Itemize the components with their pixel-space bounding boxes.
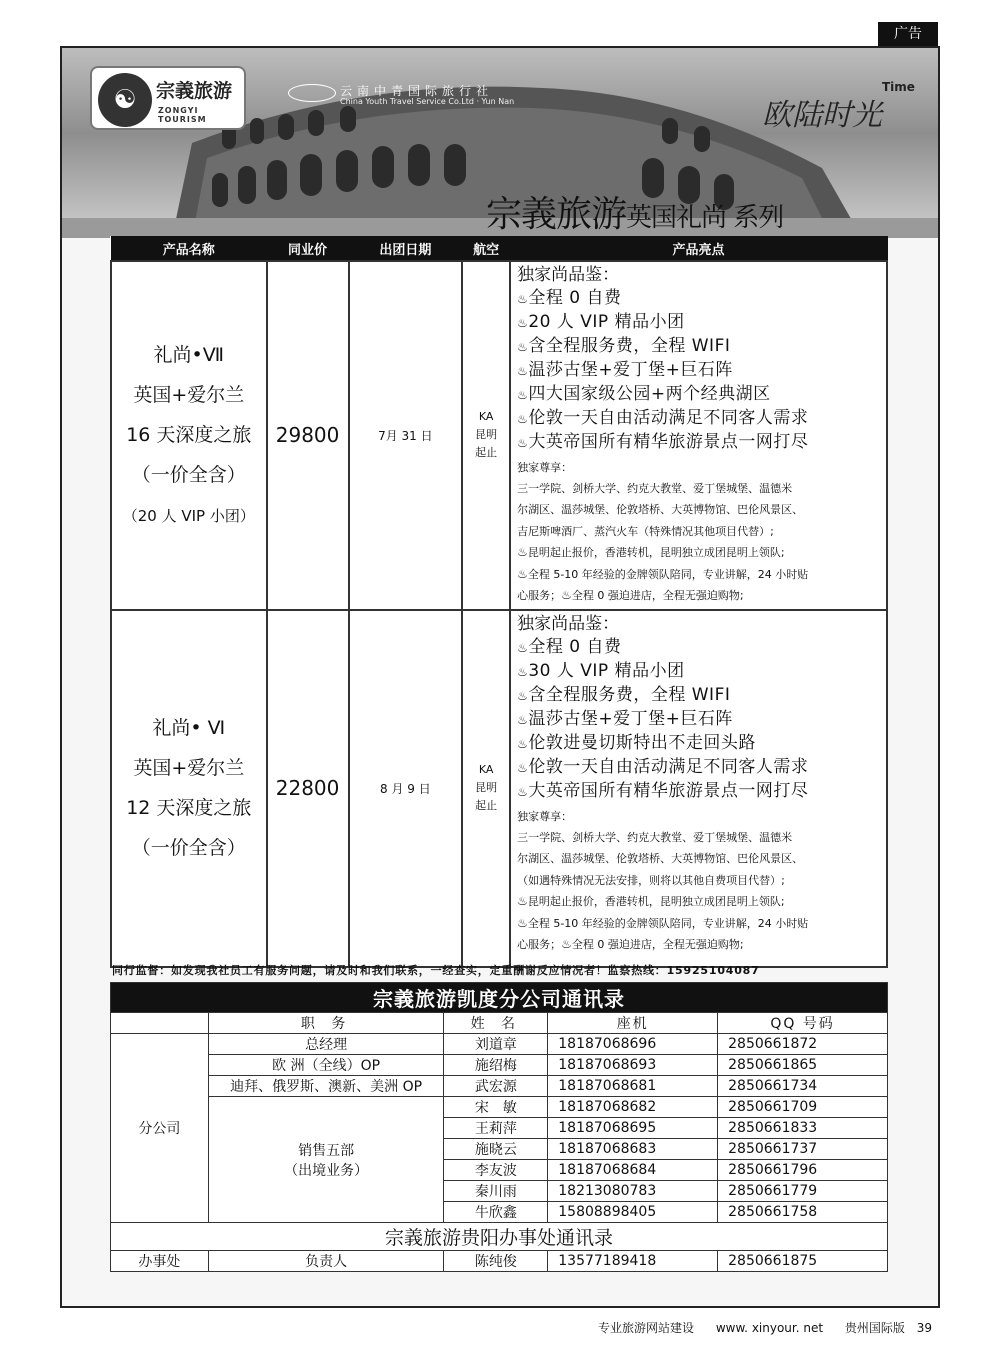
series-title — [486, 186, 783, 237]
highlight-item: ♨伦敦进曼切斯特出不走回头路 — [517, 732, 756, 753]
qq-cell: 2850661865 — [718, 1055, 888, 1076]
directory-header — [111, 1013, 888, 1034]
product-date: 7月 31 日 — [349, 261, 463, 610]
name-cell: 秦川雨 — [444, 1181, 548, 1202]
directory-title: 宗義旅游凯度分公司通讯录 — [111, 983, 888, 1013]
logo-name: 宗義旅游 — [156, 80, 233, 102]
highlight-item: ♨温莎古堡+爱丁堡+巨石阵 — [517, 708, 733, 729]
phone-cell: 18187068693 — [548, 1055, 718, 1076]
product-row — [111, 610, 887, 967]
product-table — [110, 236, 888, 968]
name-cell: 武宏源 — [444, 1076, 548, 1097]
exclusive-line: （如遇特殊情况无法安排，则将以其他自费项目代替）; — [517, 873, 785, 887]
qq-cell: 2850661872 — [718, 1034, 888, 1055]
ad-label: 广告 — [878, 22, 938, 46]
table-row — [111, 1076, 888, 1097]
highlight-head: 独家尚品鉴： — [517, 613, 620, 634]
exclusive-line: 三一学院、剑桥大学、约克大教堂、爱丁堡城堡、温德米 — [517, 830, 793, 844]
logo-en: ZONGYI TOURISM — [158, 106, 207, 124]
name-note: （20 人 VIP 小团） — [122, 506, 255, 525]
sales-dept — [208, 1097, 444, 1223]
product-price: 29800 — [267, 261, 349, 610]
note-line: ♨全程 5-10 年经验的金牌领队陪同，专业讲解，24 小时贴 — [517, 915, 809, 930]
office-title: 宗義旅游贵阳办事处通讯录 — [111, 1223, 888, 1251]
note-line: 心服务；♨全程 0 强迫进店，全程无强迫购物; — [517, 937, 744, 951]
name-cell: 施绍梅 — [444, 1055, 548, 1076]
name-cell: 李友波 — [444, 1160, 548, 1181]
exclusive-line: 尔湖区、温莎城堡、伦敦塔桥、大英博物馆、巴伦风景区、 — [517, 503, 804, 516]
table-header — [111, 237, 887, 261]
company-logo — [90, 66, 246, 130]
col-header: 航空 — [462, 237, 510, 261]
name-line: （一价全含） — [131, 837, 246, 859]
table-row — [111, 1034, 888, 1055]
phone-cell: 13577189418 — [548, 1251, 718, 1272]
highlight-head: 独家尚品鉴： — [517, 264, 620, 285]
qq-cell: 2850661737 — [718, 1139, 888, 1160]
phone-cell: 18187068695 — [548, 1118, 718, 1139]
page-number: 39 — [916, 1321, 933, 1335]
note-line: ♨全程 5-10 年经验的金牌领队陪同，专业讲解，24 小时贴 — [517, 566, 809, 581]
exclusive-head: 独家尊享： — [517, 809, 573, 823]
exclusive-line: 吉尼斯啤酒厂、蒸汽火车（特殊情况其他项目代替）; — [517, 524, 774, 538]
series-brand: 宗義旅游 — [486, 194, 627, 235]
name-cell: 刘道章 — [444, 1034, 548, 1055]
product-airline — [462, 610, 510, 967]
col-header: 出团日期 — [349, 237, 463, 261]
cup-icon: ♨ — [517, 712, 529, 727]
product-name — [111, 261, 267, 610]
cup-icon: ♨ — [517, 387, 529, 402]
col-header: 同业价 — [267, 237, 349, 261]
product-date: 8 月 9 日 — [349, 610, 463, 967]
col-header: 座机 — [548, 1013, 718, 1034]
phone-cell: 18187068684 — [548, 1160, 718, 1181]
cup-icon: ♨ — [561, 937, 572, 951]
name-line: 礼尚•Ⅶ — [153, 343, 225, 366]
cup-icon: ♨ — [517, 566, 528, 581]
exclusive-head: 独家尊享： — [517, 460, 573, 474]
cup-icon: ♨ — [517, 545, 528, 559]
phone-cell: 15808898405 — [548, 1202, 718, 1223]
series-rest: 英国礼尚 系列 — [626, 203, 784, 233]
footprint-icon: ☯ — [98, 73, 152, 127]
name-line: （一价全含） — [131, 463, 246, 486]
cup-icon: ♨ — [517, 363, 529, 378]
note-line: ♨昆明起止报价，香港转机，昆明独立成团昆明上领队; — [517, 894, 785, 908]
phone-cell: 18187068683 — [548, 1139, 718, 1160]
product-name — [111, 610, 267, 967]
col-header: 姓 名 — [444, 1013, 548, 1034]
highlight-item: ♨伦敦一天自由活动满足不同客人需求 — [517, 756, 809, 777]
exclusive-line: 尔湖区、温莎城堡、伦敦塔桥、大英博物馆、巴伦风景区、 — [517, 852, 804, 865]
note-line: 心服务；♨全程 0 强迫进店，全程无强迫购物; — [517, 588, 744, 602]
name-line: 礼尚• Ⅵ — [152, 717, 226, 739]
cup-icon: ♨ — [517, 736, 529, 751]
product-price: 22800 — [267, 610, 349, 967]
phone-cell: 18187068696 — [548, 1034, 718, 1055]
highlight-item: ♨四大国家级公园+两个经典湖区 — [517, 383, 771, 404]
exclusive-line: 三一学院、剑桥大学、约克大教堂、爱丁堡城堡、温德米 — [517, 481, 793, 495]
brand-time: Time — [882, 80, 915, 94]
highlight-item: ♨温莎古堡+爱丁堡+巨石阵 — [517, 359, 733, 380]
name-cell: 施晓云 — [444, 1139, 548, 1160]
qq-cell: 2850661779 — [718, 1181, 888, 1202]
cup-icon: ♨ — [517, 640, 529, 655]
product-highlights — [510, 610, 887, 967]
product-row — [111, 261, 887, 610]
qq-cell: 2850661709 — [718, 1097, 888, 1118]
note-line: ♨昆明起止报价，香港转机，昆明独立成团昆明上领队; — [517, 545, 785, 559]
cup-icon: ♨ — [517, 315, 529, 330]
role-cell: 负责人 — [208, 1251, 444, 1272]
air-line: 昆明 — [475, 428, 498, 441]
col-header: QQ 号码 — [718, 1013, 888, 1034]
sales-dept-line: 销售五部 — [298, 1142, 355, 1159]
partner-en: China Youth Travel Service Co.Ltd · Yun Nan — [340, 97, 515, 106]
name-cell: 宋 敏 — [444, 1097, 548, 1118]
role-cell: 总经理 — [208, 1034, 444, 1055]
highlight-item: ♨20 人 VIP 精品小团 — [517, 311, 685, 332]
name-cell: 王莉萍 — [444, 1118, 548, 1139]
group-label: 分公司 — [111, 1034, 209, 1223]
highlight-item: ♨含全程服务费，全程 WIFI — [517, 684, 731, 705]
name-line: 英国+爱尔兰 — [133, 383, 245, 406]
page-footer — [598, 1319, 950, 1336]
phone-cell: 18213080783 — [548, 1181, 718, 1202]
cup-icon: ♨ — [561, 588, 572, 602]
footer-edition: 贵州国际版 — [844, 1321, 905, 1335]
cyts-logo-icon — [288, 84, 336, 102]
phone-cell: 18187068681 — [548, 1076, 718, 1097]
highlight-item: ♨30 人 VIP 精品小团 — [517, 660, 685, 681]
role-cell: 欧 洲（全线）OP — [208, 1055, 444, 1076]
sales-dept-line: （出境业务） — [284, 1162, 369, 1179]
name-line: 16 天深度之旅 — [126, 423, 252, 446]
cup-icon: ♨ — [517, 894, 528, 908]
cup-icon: ♨ — [517, 411, 529, 426]
cup-icon: ♨ — [517, 688, 529, 703]
highlight-item: ♨含全程服务费，全程 WIFI — [517, 335, 731, 356]
highlight-item: ♨全程 0 自费 — [517, 636, 622, 657]
product-airline — [462, 261, 510, 610]
col-header: 产品名称 — [111, 237, 267, 261]
air-line: 起止 — [475, 446, 498, 459]
cup-icon: ♨ — [517, 339, 529, 354]
qq-cell: 2850661734 — [718, 1076, 888, 1097]
role-cell: 迪拜、俄罗斯、澳新、美洲 OP — [208, 1076, 444, 1097]
cup-icon: ♨ — [517, 435, 529, 450]
phone-cell: 18187068682 — [548, 1097, 718, 1118]
name-cell: 牛欣鑫 — [444, 1202, 548, 1223]
highlight-item: ♨伦敦一天自由活动满足不同客人需求 — [517, 407, 809, 428]
col-header: 产品亮点 — [510, 237, 887, 261]
air-line: 起止 — [475, 799, 498, 812]
table-row — [111, 1097, 888, 1118]
cup-icon: ♨ — [517, 784, 529, 799]
cup-icon: ♨ — [517, 664, 529, 679]
cup-icon: ♨ — [517, 915, 528, 930]
highlight-item: ♨大英帝国所有精华旅游景点一网打尽 — [517, 780, 809, 801]
office-label: 办事处 — [111, 1251, 209, 1272]
product-highlights — [510, 261, 887, 610]
qq-cell: 2850661796 — [718, 1160, 888, 1181]
col-header: 职 务 — [208, 1013, 444, 1034]
highlight-item: ♨大英帝国所有精华旅游景点一网打尽 — [517, 431, 809, 452]
name-line: 12 天深度之旅 — [126, 797, 252, 819]
table-row — [111, 1251, 888, 1272]
footer-url: www. xinyour. net — [715, 1321, 824, 1335]
table-row — [111, 1055, 888, 1076]
cup-icon: ♨ — [517, 291, 529, 306]
qq-cell: 2850661875 — [718, 1251, 888, 1272]
air-line: KA — [478, 763, 494, 776]
footer-left: 专业旅游网站建设 — [598, 1321, 695, 1335]
supervision-note: 同行监督：如发现我社员工有服务问题，请及时和我们联系，一经查实，定重酬谢反应情况者！监察热线：15925104087 — [112, 964, 760, 977]
name-cell: 陈纯俊 — [444, 1251, 548, 1272]
cup-icon: ♨ — [517, 760, 529, 775]
contact-directory — [110, 982, 888, 1272]
qq-cell: 2850661833 — [718, 1118, 888, 1139]
name-line: 英国+爱尔兰 — [133, 757, 245, 779]
qq-cell: 2850661758 — [718, 1202, 888, 1223]
air-line: KA — [478, 410, 494, 423]
brand-script: 欧陆时光 — [762, 98, 882, 133]
partner-name: 云南中青国际旅行社 — [340, 84, 494, 98]
air-line: 昆明 — [475, 781, 498, 794]
highlight-item: ♨全程 0 自费 — [517, 287, 622, 308]
